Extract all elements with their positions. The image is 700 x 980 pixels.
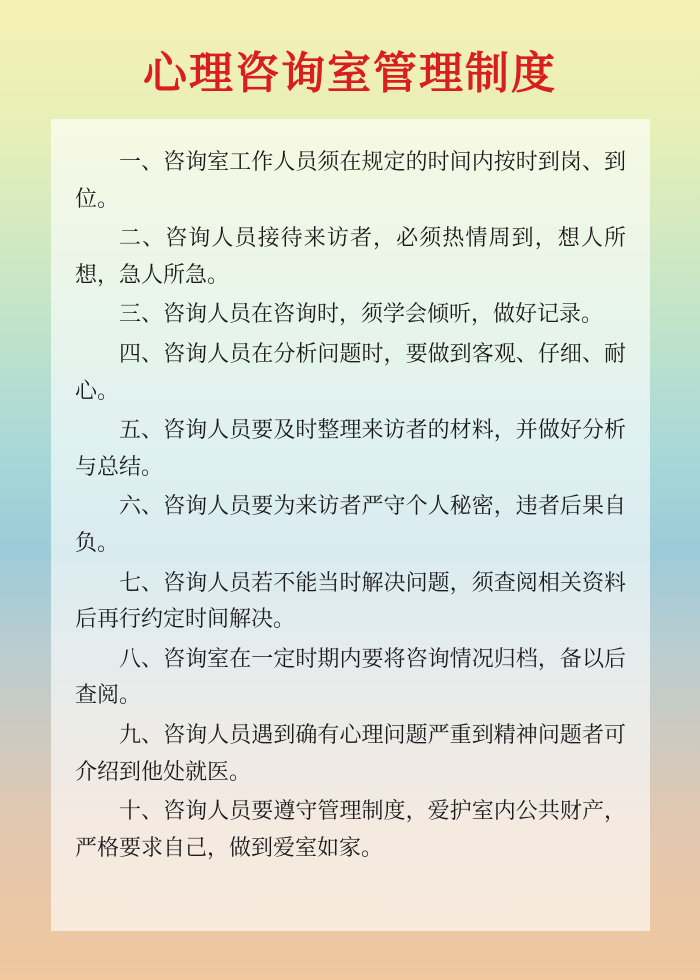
rule-item-5: 五、咨询人员要及时整理来访者的材料，并做好分析与总结。 <box>75 418 626 480</box>
rule-item-2: 二、咨询人员接待来访者，必须热情周到，想人所想，急人所急。 <box>75 226 626 288</box>
rule-item-10: 十、咨询人员要遵守管理制度，爱护室内公共财产，严格要求自己，做到爱室如家。 <box>75 799 626 861</box>
rule-item-8: 八、咨询室在一定时期内要将咨询情况归档，备以后查阅。 <box>75 646 626 709</box>
rule-item-1: 一、咨询室工作人员须在规定的时间内按时到岗、到位。 <box>75 150 626 212</box>
rule-item-4: 四、咨询人员在分析问题时，要做到客观、仔细、耐心。 <box>75 342 626 404</box>
rules-list <box>75 145 626 867</box>
page-title: 心理咨询室管理制度 <box>143 48 557 99</box>
rule-item-6: 六、咨询人员要为来访者严守个人秘密，违者后果自负。 <box>75 494 626 556</box>
rule-item-9: 九、咨询人员遇到确有心理问题严重到精神问题者可介绍到他处就医。 <box>75 723 626 785</box>
rules-panel <box>51 119 650 931</box>
rule-item-7: 七、咨询人员若不能当时解决问题，须查阅相关资料后再行约定时间解决。 <box>75 570 626 633</box>
rule-item-3: 三、咨询人员在咨询时，须学会倾听，做好记录。 <box>119 302 604 328</box>
